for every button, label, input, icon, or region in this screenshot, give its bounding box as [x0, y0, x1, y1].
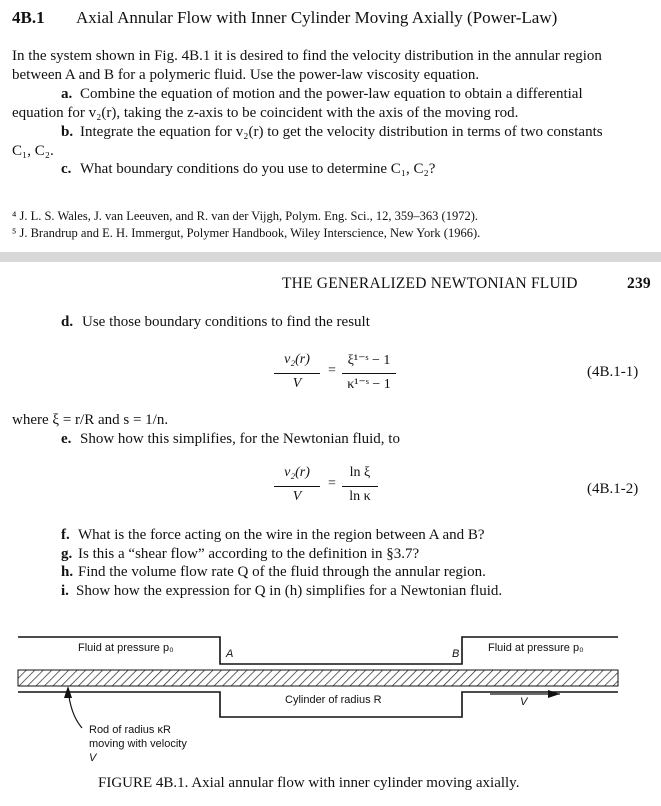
part-c-text: What boundary conditions do you use to determine C₁, C₂?	[80, 161, 436, 177]
part-e-label: e.	[61, 431, 72, 447]
cylinder-label: Cylinder of radius R	[285, 694, 382, 706]
rod-label-line-1: Rod of radius κR	[89, 724, 171, 736]
part-d-label: d.	[61, 314, 74, 330]
part-e-text: Show how this simplifies, for the Newtonian fluid, to	[80, 431, 400, 447]
fluid-right-label: Fluid at pressure p₀	[488, 642, 584, 654]
eq2-number: (4B.1-2)	[587, 481, 639, 497]
label-b: B	[452, 648, 460, 660]
rod-label-line-2: moving with velocity	[89, 738, 187, 750]
eq2-equals: =	[328, 476, 336, 491]
part-g-text: Is this a “shear flow” according to the definition in §3.7?	[78, 546, 420, 562]
velocity-label: V	[520, 696, 528, 708]
intro-line-1: In the system shown in Fig. 4B.1 it is desired to find the velocity distribution in the annular region	[12, 48, 602, 64]
rod-label-line-3: V	[89, 752, 97, 764]
running-header-title: THE GENERALIZED NEWTONIAN FLUID	[282, 275, 578, 292]
part-i-text: Show how the expression for Q in (h) simplifies for a Newtonian fluid.	[76, 583, 503, 599]
eq1-lhs-fraction-bar	[274, 373, 320, 374]
eq1-equals: =	[328, 363, 336, 378]
eq1-rhs-numerator: ξ¹⁻ˢ − 1	[347, 353, 391, 368]
eq2-rhs-denominator: ln κ	[349, 489, 371, 504]
part-d-where: where ξ = r/R and s = 1/n.	[12, 412, 169, 428]
part-h-label: h.	[61, 564, 74, 580]
part-f-text: What is the force acting on the wire in the region between A and B?	[78, 527, 485, 543]
part-a-label: a.	[61, 86, 73, 102]
eq1-rhs-fraction-bar	[342, 373, 396, 374]
part-g-label: g.	[61, 546, 73, 562]
page-number: 239	[627, 275, 651, 292]
eq1-rhs-denominator: κ¹⁻ˢ − 1	[347, 377, 391, 392]
figure-caption: FIGURE 4B.1. Axial annular flow with inner cylinder moving axially.	[98, 775, 520, 791]
problem-title: Axial Annular Flow with Inner Cylinder Moving Axially (Power-Law)	[76, 8, 558, 27]
eq2-lhs-fraction-bar	[274, 486, 320, 487]
footnote-4: ⁴ J. L. S. Wales, J. van Leeuven, and R. van der Vijgh, Polym. Eng. Sci., 12, 359–363 (1972).	[12, 209, 478, 223]
page-break-band	[0, 252, 661, 262]
part-b-label: b.	[61, 124, 74, 140]
part-d-text: Use those boundary conditions to find the result	[82, 314, 370, 330]
moving-rod	[18, 670, 618, 686]
eq1-lhs-numerator: v₂(r)	[284, 352, 310, 367]
eq2-lhs-denominator: V	[292, 489, 302, 504]
part-c-label: c.	[61, 161, 72, 177]
part-a-line-2: equation for v₂(r), taking the z-axis to be coincident with the axis of the moving rod.	[12, 105, 519, 121]
part-a-line-1: Combine the equation of motion and the power-law equation to obtain a differential	[80, 86, 583, 102]
part-i-label: i.	[61, 583, 69, 599]
eq2-rhs-fraction-bar	[342, 486, 378, 487]
eq1-lhs-denominator: V	[292, 376, 302, 391]
part-f-label: f.	[61, 527, 70, 543]
fluid-left-label: Fluid at pressure p₀	[78, 642, 174, 654]
intro-line-2: between A and B for a polymeric fluid. Use the power-law viscosity equation.	[12, 67, 480, 83]
eq2-rhs-numerator: ln ξ	[349, 465, 371, 480]
eq1-number: (4B.1-1)	[587, 364, 639, 380]
part-b-line-1: Integrate the equation for v₂(r) to get the velocity distribution in terms of two constants	[80, 124, 603, 140]
problem-number: 4B.1	[12, 8, 45, 27]
part-h-text: Find the volume flow rate Q of the fluid through the annular region.	[78, 564, 486, 580]
part-b-line-2: C₁, C₂.	[12, 143, 54, 159]
eq2-lhs-numerator: v₂(r)	[284, 465, 310, 480]
footnote-5: ⁵ J. Brandrup and E. H. Immergut, Polymer Handbook, Wiley Interscience, New York (1966).	[12, 226, 481, 240]
label-a: A	[226, 648, 234, 660]
